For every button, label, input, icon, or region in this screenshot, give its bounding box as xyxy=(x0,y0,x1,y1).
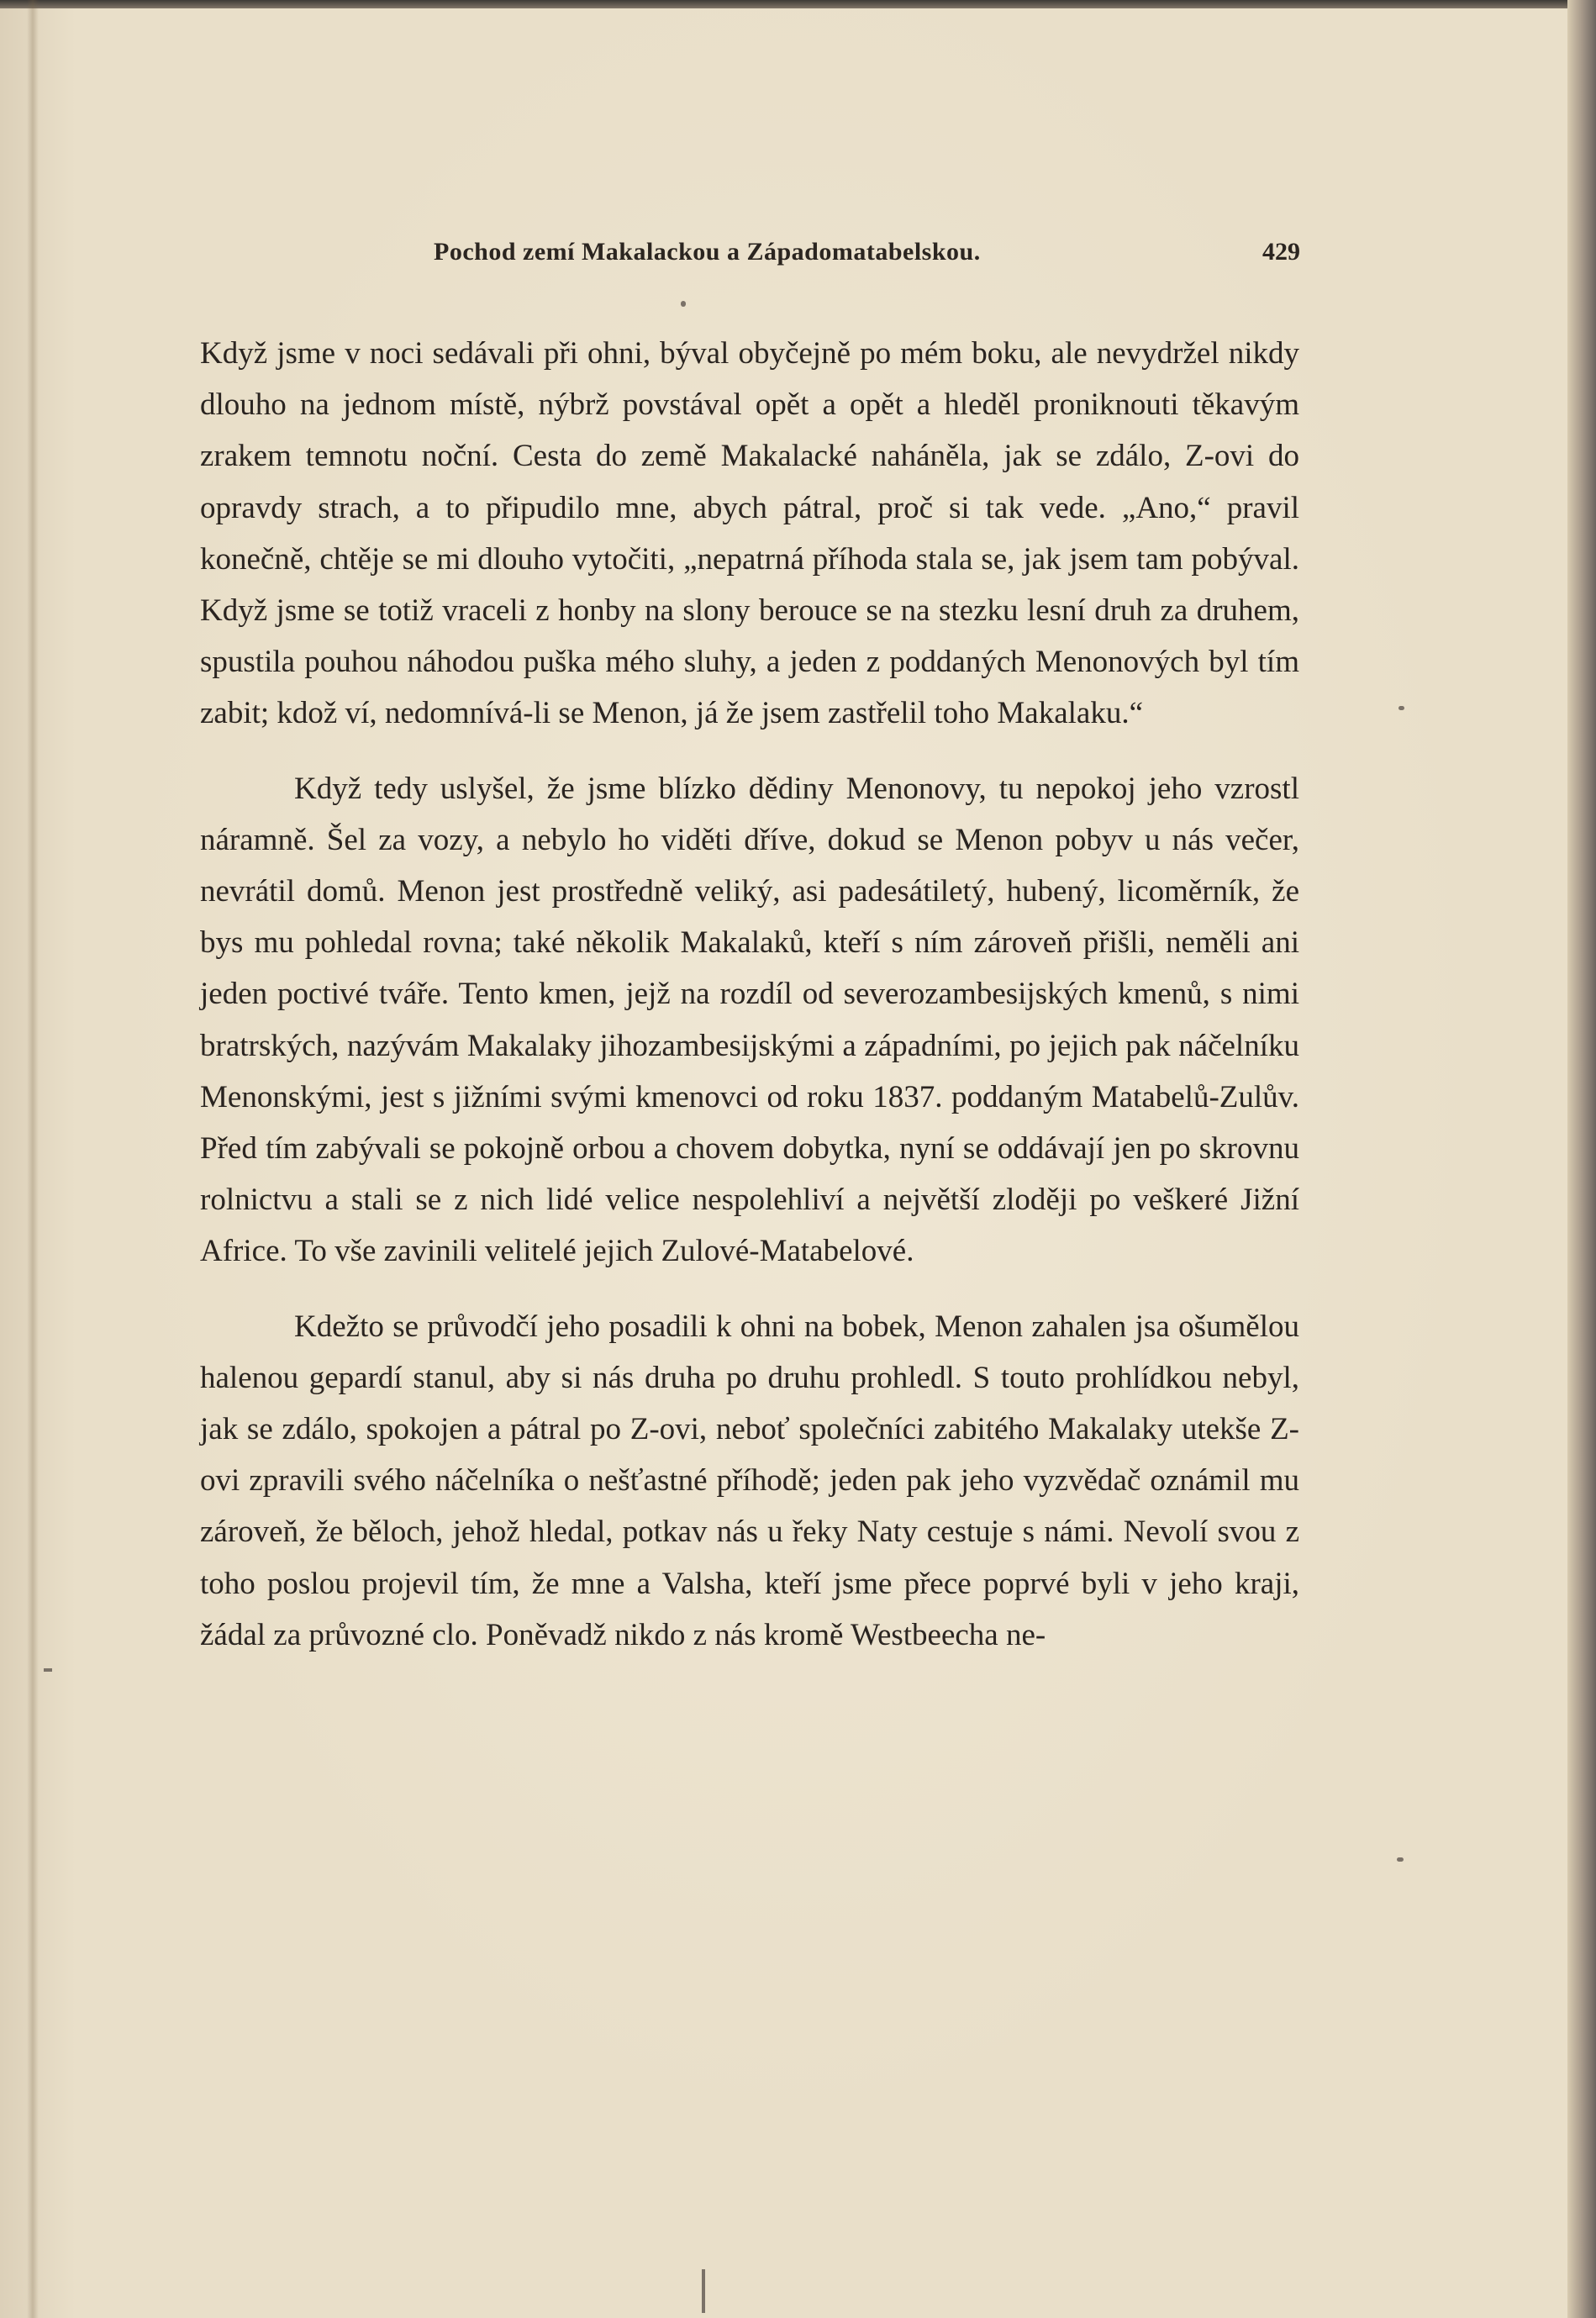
paragraph: Kdežto se průvodčí jeho posadili k ohni na bobek, Menon zahalen jsa ošumělou halenou gepardí stanul, aby si nás druha po druhu prohledl. S touto prohlídkou nebyl, jak se zdálo, spokojen a pátral po Z-ovi, neboť společníci zabitého Makalaky utekše Z-ovi zpravili svého náčelníka o nešťastné příhodě; jeden pak jeho vyzvědač oznámil mu zároveň, že běloch, jehož hledal, potkav nás u řeky Naty cestuje s námi. Nevolí svou z toho poslou projevil tím, že mne a Valsha, kteří jsme přece poprvé byli v jeho kraji, žádal za průvozné clo. Poněvadž nikdo z nás kromě Westbeecha ne- xyxy=(200,1309,1299,1652)
page-right-edge xyxy=(1567,0,1596,2318)
page-number: 429 xyxy=(1262,238,1300,266)
margin-speck xyxy=(702,2269,705,2313)
page-gutter-shadow xyxy=(27,0,39,2318)
margin-speck xyxy=(1397,1857,1404,1862)
margin-speck xyxy=(1398,706,1404,710)
body-text xyxy=(200,328,1299,1661)
paragraph: Když jsme v noci sedávali při ohni, býval obyčejně po mém boku, ale nevydržel nikdy dlouho na jednom místě, nýbrž povstával opět a opět a hleděl proniknouti těkavým zrakem temnotu noční. Cesta do země Makalacké naháněla, jak se zdálo, Z-ovi do opravdy strach, a to připudilo mne, abych pátral, proč si tak vede. „Ano,“ pravil konečně, chtěje se mi dlouho vytočiti, „nepatrná příhoda stala se, jak jsem tam pobýval. Když jsme se totiž vraceli z honby na slony berouce se na stezku lesní druh za druhem, spustila pouhou náhodou puška mého sluhy, a jeden z poddaných Menonových byl tím zabit; kdož ví, nedomnívá-li se Menon, já že jsem zastřelil toho Makalaku.“ xyxy=(200,336,1299,731)
page-header xyxy=(434,238,1300,271)
margin-speck xyxy=(44,1668,52,1672)
page-top-edge xyxy=(0,0,1596,8)
margin-speck xyxy=(681,301,686,307)
running-title: Pochod zemí Makalackou a Západomatabelskou. xyxy=(434,238,981,266)
paragraph: Když tedy uslyšel, že jsme blízko dědiny Menonovy, tu nepokoj jeho vzrostl náramně. Šel za vozy, a nebylo ho viděti dříve, dokud se Menon pobyv u nás večer, nevrátil domů. Menon jest prostředně veliký, asi padesátiletý, hubený, licoměrník, že bys mu pohledal rovna; také několik Makalaků, kteří s ním zároveň přišli, neměli ani jeden poctivé tváře. Tento kmen, jejž na rozdíl od severozambesijských kmenů, s nimi bratrských, nazývám Makalaky jihozambesijskými a západními, po jejich pak náčelníku Menonskými, jest s jižními svými kmenovci od roku 1837. poddaným Matabelů-Zulův. Před tím zabývali se pokojně orbou a chovem dobytka, nyní se oddávají jen po skrovnu rolnictvu a stali se z nich lidé velice nespolehliví a největší zloději po veškeré Jižní Africe. To vše zavinili velitelé jejich Zulové-Matabelové. xyxy=(200,771,1299,1269)
